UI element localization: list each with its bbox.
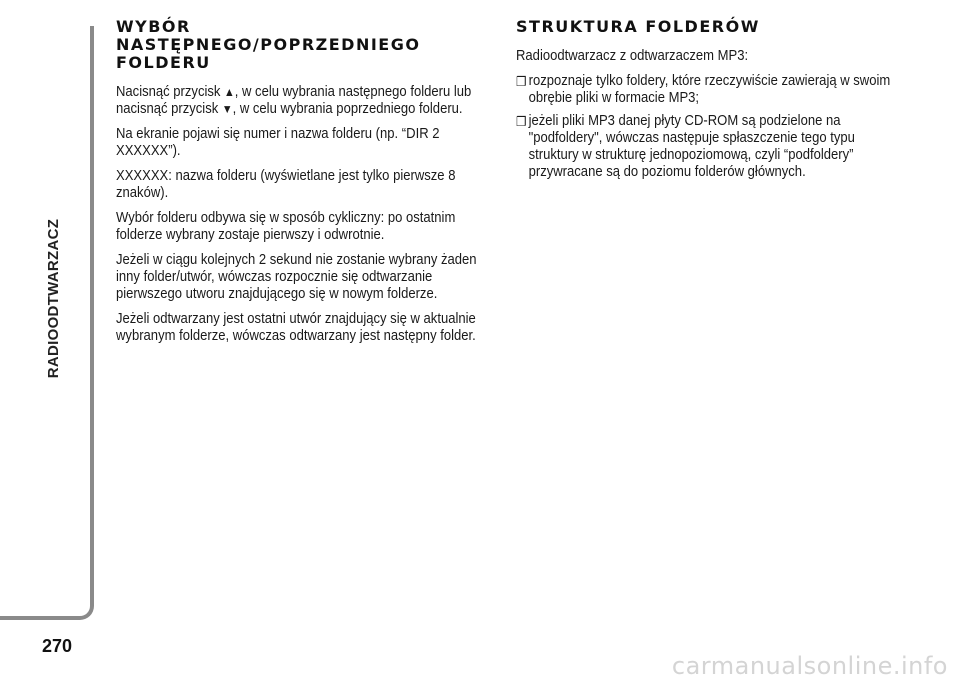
checkbox-bullet-icon: ❒ — [516, 114, 527, 129]
section-side-label: RADIOODTWARZACZ — [45, 218, 63, 378]
watermark: carmanualsonline.info — [671, 652, 948, 680]
down-arrow-icon: ▼ — [221, 102, 233, 116]
paragraph-buttons: Nacisnąć przycisk ▲, w celu wybrania następnego folderu lub nacisnąć przycisk ▼, w celu wybrania poprzedniego folderu. — [116, 84, 472, 117]
list-item: ❒ jeżeli pliki MP3 danej płyty CD-ROM są podzielone na "podfoldery", wówczas następuje spłaszczenie tego typu struktury w strukturę jednopoziomową, czyli “podfoldery” przywracane są do poziomu folderów głównych. — [516, 113, 855, 180]
section-heading-folder-select: WYBÓR NASTĘPNEGO/POPRZEDNIEGO FOLDERU — [116, 17, 421, 72]
up-arrow-icon: ▲ — [224, 85, 235, 99]
left-column — [116, 18, 486, 353]
checkbox-bullet-icon: ❒ — [516, 74, 527, 89]
paragraph-display: Na ekranie pojawi się numer i nazwa folderu (np. “DIR 2 XXXXXX”). — [116, 126, 440, 159]
list-item: ❒ rozpoznaje tylko foldery, które rzeczywiście zawierają w swoim obrębie pliki w formacie MP3; — [516, 73, 891, 106]
page-number: 270 — [42, 636, 73, 656]
section-heading-folder-structure: STRUKTURA FOLDERÓW — [516, 17, 760, 36]
paragraph-timeout: Jeżeli w ciągu kolejnych 2 sekund nie zostanie wybrany żaden inny folder/utwór, wówczas rozpocznie się odtwarzanie pierwszego utworu znajdującego się w nowym folderze. — [116, 252, 477, 302]
right-column — [516, 18, 906, 187]
paragraph-last-track: Jeżeli odtwarzany jest ostatni utwór znajdujący się w aktualnie wybranym folderze, wówczas odtwarzany jest następny folder. — [116, 311, 476, 344]
paragraph-folder-name: XXXXXX: nazwa folderu (wyświetlane jest tylko pierwsze 8 znaków). — [116, 168, 456, 201]
paragraph-intro: Radioodtwarzacz z odtwarzaczem MP3: — [516, 48, 749, 64]
paragraph-cyclic: Wybór folderu odbywa się w sposób cykliczny: po ostatnim folderze wybrany zostaje pierwszy i odwrotnie. — [116, 210, 456, 243]
